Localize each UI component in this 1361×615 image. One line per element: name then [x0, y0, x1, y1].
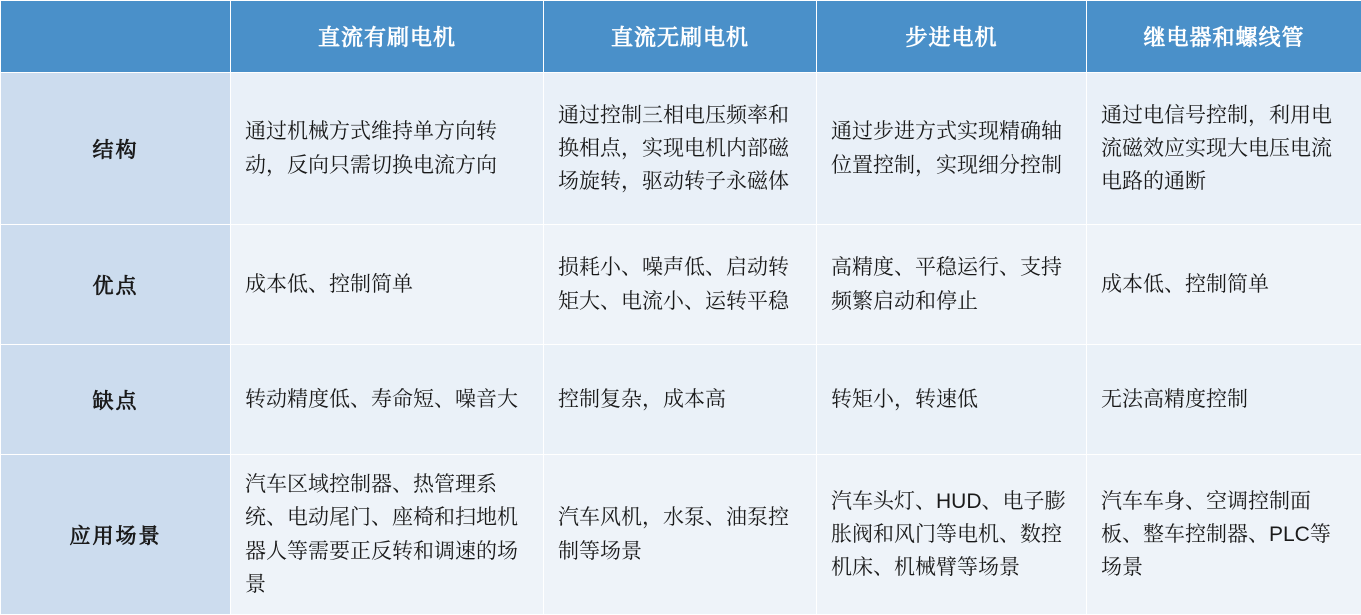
cell-applications-brushless-dc: 汽车风机，水泵、油泵控制等场景 [544, 455, 817, 615]
cell-advantages-stepper: 高精度、平稳运行、支持频繁启动和停止 [817, 225, 1087, 345]
cell-structure-relay-solenoid: 通过电信号控制，利用电流磁效应实现大电压电流电路的通断 [1087, 73, 1361, 225]
cell-applications-brushed-dc: 汽车区域控制器、热管理系统、电动尾门、座椅和扫地机器人等需要正反转和调速的场景 [231, 455, 544, 615]
cell-structure-brushless-dc: 通过控制三相电压频率和换相点，实现电机内部磁场旋转，驱动转子永磁体 [544, 73, 817, 225]
cell-advantages-brushed-dc: 成本低、控制简单 [231, 225, 544, 345]
cell-disadvantages-stepper: 转矩小，转速低 [817, 345, 1087, 455]
cell-advantages-brushless-dc: 损耗小、噪声低、启动转矩大、电流小、运转平稳 [544, 225, 817, 345]
cell-applications-stepper: 汽车头灯、HUD、电子膨胀阀和风门等电机、数控机床、机械臂等场景 [817, 455, 1087, 615]
row-label-applications: 应用场景 [1, 455, 231, 615]
table-header-row [1, 1, 1361, 73]
table-row [1, 225, 1361, 345]
cell-structure-stepper: 通过步进方式实现精确轴位置控制，实现细分控制 [817, 73, 1087, 225]
row-label-advantages: 优点 [1, 225, 231, 345]
table-row [1, 345, 1361, 455]
column-header-stepper-motor: 步进电机 [817, 1, 1087, 73]
cell-disadvantages-brushless-dc: 控制复杂，成本高 [544, 345, 817, 455]
row-label-structure: 结构 [1, 73, 231, 225]
cell-disadvantages-relay-solenoid: 无法高精度控制 [1087, 345, 1361, 455]
table-row [1, 73, 1361, 225]
table-body [1, 73, 1361, 615]
column-header-brushless-dc-motor: 直流无刷电机 [544, 1, 817, 73]
row-label-disadvantages: 缺点 [1, 345, 231, 455]
table-header [1, 1, 1361, 73]
column-header-relay-solenoid: 继电器和螺线管 [1087, 1, 1361, 73]
cell-advantages-relay-solenoid: 成本低、控制简单 [1087, 225, 1361, 345]
table-corner-cell [1, 1, 231, 73]
table-row [1, 455, 1361, 615]
column-header-brushed-dc-motor: 直流有刷电机 [231, 1, 544, 73]
cell-applications-relay-solenoid: 汽车车身、空调控制面板、整车控制器、PLC等场景 [1087, 455, 1361, 615]
cell-disadvantages-brushed-dc: 转动精度低、寿命短、噪音大 [231, 345, 544, 455]
cell-structure-brushed-dc: 通过机械方式维持单方向转动，反向只需切换电流方向 [231, 73, 544, 225]
